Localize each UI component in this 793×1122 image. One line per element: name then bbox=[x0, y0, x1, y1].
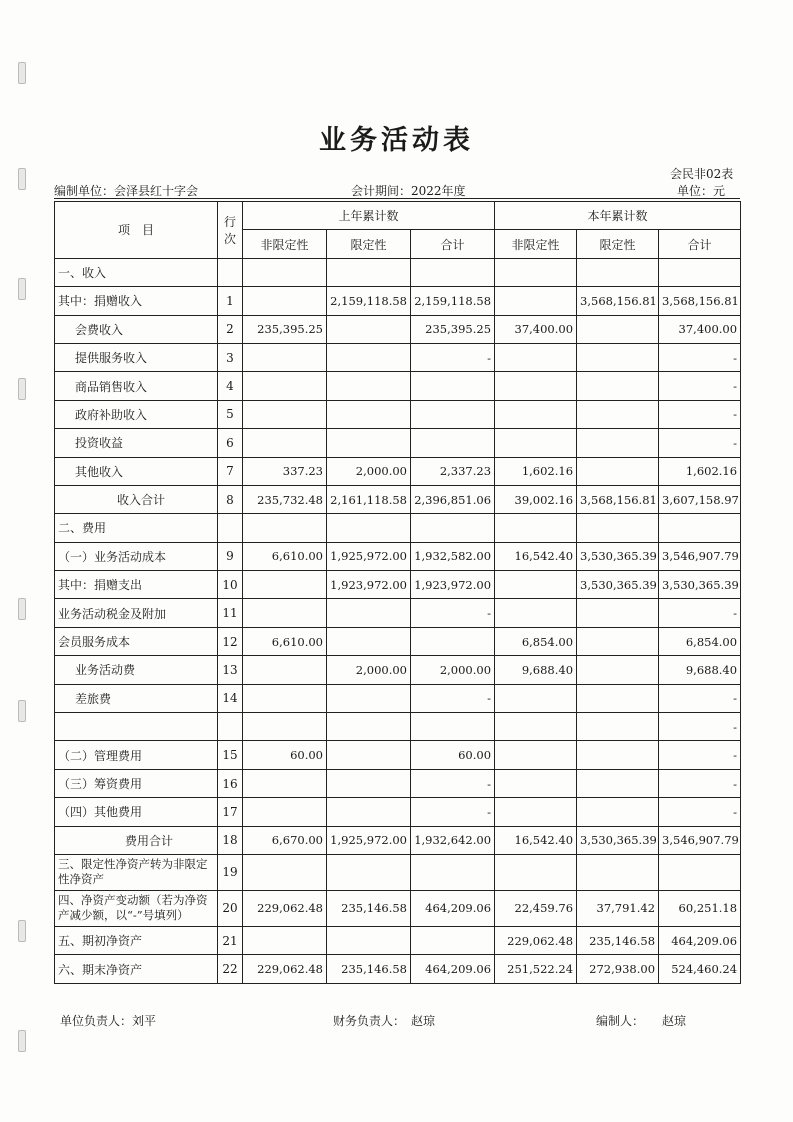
table-row bbox=[55, 713, 741, 741]
row-number: 17 bbox=[218, 798, 243, 826]
row-label: （四）其他费用 bbox=[55, 798, 218, 826]
row-label: 政府补助收入 bbox=[55, 400, 218, 428]
amount-cell-p3: - bbox=[411, 769, 495, 797]
row-label: 会费收入 bbox=[55, 315, 218, 343]
row-number: 16 bbox=[218, 769, 243, 797]
table-row bbox=[55, 429, 741, 457]
amount-cell-p3: 1,932,642.00 bbox=[411, 826, 495, 854]
amount-cell-p1 bbox=[243, 713, 327, 741]
amount-cell-c2 bbox=[577, 343, 659, 371]
table-row bbox=[55, 514, 741, 542]
amount-cell-c3: - bbox=[659, 343, 741, 371]
amount-cell-p3: 2,000.00 bbox=[411, 656, 495, 684]
amount-cell-p3 bbox=[411, 713, 495, 741]
amount-cell-c3: 1,602.16 bbox=[659, 457, 741, 485]
amount-cell-c2: 272,938.00 bbox=[577, 955, 659, 983]
row-label: 业务活动费 bbox=[55, 656, 218, 684]
this-unrestricted-header: 非限定性 bbox=[495, 230, 577, 258]
amount-cell-c1 bbox=[495, 713, 577, 741]
row-label: 费用合计 bbox=[55, 826, 218, 854]
row-no-char-2: 次 bbox=[223, 231, 236, 246]
amount-cell-c1: 37,400.00 bbox=[495, 315, 577, 343]
amount-cell-p3: 1,923,972.00 bbox=[411, 571, 495, 599]
amount-cell-c1 bbox=[495, 571, 577, 599]
row-number: 11 bbox=[218, 599, 243, 627]
row-number: 5 bbox=[218, 400, 243, 428]
row-number bbox=[218, 713, 243, 741]
amount-cell-p3: 2,396,851.06 bbox=[411, 485, 495, 513]
amount-cell-c3: 3,530,365.39 bbox=[659, 571, 741, 599]
amount-cell-p3 bbox=[411, 372, 495, 400]
amount-cell-p2 bbox=[327, 258, 411, 286]
amount-cell-p1 bbox=[243, 926, 327, 954]
amount-cell-p2 bbox=[327, 854, 411, 890]
amount-cell-c3: - bbox=[659, 769, 741, 797]
prev-restricted-header: 限定性 bbox=[327, 230, 411, 258]
amount-cell-p3: - bbox=[411, 343, 495, 371]
amount-cell-p3: - bbox=[411, 599, 495, 627]
amount-cell-p2: 1,925,972.00 bbox=[327, 826, 411, 854]
row-number: 4 bbox=[218, 372, 243, 400]
amount-cell-c1: 9,688.40 bbox=[495, 656, 577, 684]
row-number: 10 bbox=[218, 571, 243, 599]
amount-cell-p3: 60.00 bbox=[411, 741, 495, 769]
amount-cell-c2 bbox=[577, 627, 659, 655]
amount-cell-c3: 3,546,907.79 bbox=[659, 542, 741, 570]
row-number: 2 bbox=[218, 315, 243, 343]
amount-cell-p1 bbox=[243, 400, 327, 428]
amount-cell-c3: 6,854.00 bbox=[659, 627, 741, 655]
amount-cell-c1: 251,522.24 bbox=[495, 955, 577, 983]
row-label: 收入合计 bbox=[55, 485, 218, 513]
binding-hole-mark bbox=[18, 920, 26, 942]
row-label: 其中：捐赠支出 bbox=[55, 571, 218, 599]
amount-cell-p2: 235,146.58 bbox=[327, 890, 411, 926]
amount-cell-c1: 16,542.40 bbox=[495, 826, 577, 854]
amount-cell-c3: 60,251.18 bbox=[659, 890, 741, 926]
table-row bbox=[55, 627, 741, 655]
amount-cell-p3: 2,159,118.58 bbox=[411, 287, 495, 315]
amount-cell-c1 bbox=[495, 769, 577, 797]
amount-cell-p2 bbox=[327, 627, 411, 655]
table-row bbox=[55, 457, 741, 485]
amount-cell-p3 bbox=[411, 514, 495, 542]
table-row bbox=[55, 854, 741, 890]
amount-cell-p2 bbox=[327, 769, 411, 797]
amount-cell-p2: 2,161,118.58 bbox=[327, 485, 411, 513]
amount-cell-p1 bbox=[243, 514, 327, 542]
amount-cell-p2 bbox=[327, 741, 411, 769]
amount-cell-p3: 2,337.23 bbox=[411, 457, 495, 485]
row-label: 四、净资产变动额（若为净资产减少额，以“-”号填列） bbox=[55, 890, 218, 926]
amount-cell-c2 bbox=[577, 798, 659, 826]
amount-cell-p3 bbox=[411, 926, 495, 954]
amount-cell-c3 bbox=[659, 258, 741, 286]
amount-cell-c2 bbox=[577, 769, 659, 797]
amount-cell-c1 bbox=[495, 258, 577, 286]
row-label: 六、期末净资产 bbox=[55, 955, 218, 983]
row-number: 3 bbox=[218, 343, 243, 371]
row-label: （一）业务活动成本 bbox=[55, 542, 218, 570]
row-label: 二、费用 bbox=[55, 514, 218, 542]
row-label: 其他收入 bbox=[55, 457, 218, 485]
column-header-item: 项 目 bbox=[55, 202, 218, 259]
amount-cell-c2 bbox=[577, 258, 659, 286]
amount-cell-p1 bbox=[243, 769, 327, 797]
unit-head-signature: 单位负责人：刘平 bbox=[60, 1014, 157, 1028]
row-number: 7 bbox=[218, 457, 243, 485]
amount-cell-p3: 235,395.25 bbox=[411, 315, 495, 343]
table-row bbox=[55, 258, 741, 286]
amount-cell-c2 bbox=[577, 599, 659, 627]
amount-cell-p2 bbox=[327, 315, 411, 343]
row-number: 14 bbox=[218, 684, 243, 712]
amount-cell-p1: 60.00 bbox=[243, 741, 327, 769]
binding-hole-mark bbox=[18, 168, 26, 190]
amount-cell-c3: - bbox=[659, 372, 741, 400]
column-group-this-year: 本年累计数 bbox=[495, 202, 741, 230]
binding-hole-mark bbox=[18, 278, 26, 300]
row-number: 22 bbox=[218, 955, 243, 983]
finance-head-signature: 财务负责人： 赵琼 bbox=[333, 1014, 436, 1028]
table-row bbox=[55, 343, 741, 371]
row-number: 15 bbox=[218, 741, 243, 769]
row-number: 12 bbox=[218, 627, 243, 655]
amount-cell-p1 bbox=[243, 429, 327, 457]
amount-cell-p1 bbox=[243, 798, 327, 826]
table-row bbox=[55, 571, 741, 599]
table-row bbox=[55, 315, 741, 343]
amount-cell-p2 bbox=[327, 400, 411, 428]
amount-cell-p2 bbox=[327, 514, 411, 542]
amount-cell-p3 bbox=[411, 854, 495, 890]
amount-cell-p3 bbox=[411, 429, 495, 457]
amount-cell-c3: 3,568,156.81 bbox=[659, 287, 741, 315]
amount-cell-c2: 3,530,365.39 bbox=[577, 826, 659, 854]
amount-cell-p2: 2,159,118.58 bbox=[327, 287, 411, 315]
amount-cell-p2 bbox=[327, 343, 411, 371]
amount-cell-p2 bbox=[327, 798, 411, 826]
amount-cell-c1: 1,602.16 bbox=[495, 457, 577, 485]
table-row bbox=[55, 926, 741, 954]
amount-cell-p1: 235,395.25 bbox=[243, 315, 327, 343]
amount-cell-p1 bbox=[243, 571, 327, 599]
amount-cell-c1: 16,542.40 bbox=[495, 542, 577, 570]
amount-cell-p1 bbox=[243, 287, 327, 315]
amount-cell-c3: 3,607,158.97 bbox=[659, 485, 741, 513]
amount-cell-p3: - bbox=[411, 684, 495, 712]
amount-cell-c2 bbox=[577, 400, 659, 428]
row-label: 会员服务成本 bbox=[55, 627, 218, 655]
row-label bbox=[55, 713, 218, 741]
table-row bbox=[55, 656, 741, 684]
amount-cell-p2 bbox=[327, 372, 411, 400]
currency-unit: 单位：元 bbox=[677, 184, 726, 198]
amount-cell-c2 bbox=[577, 741, 659, 769]
activity-statement-table bbox=[54, 201, 741, 984]
amount-cell-c1: 39,002.16 bbox=[495, 485, 577, 513]
amount-cell-c2 bbox=[577, 713, 659, 741]
table-row bbox=[55, 287, 741, 315]
amount-cell-c2 bbox=[577, 854, 659, 890]
row-number: 6 bbox=[218, 429, 243, 457]
table-row bbox=[55, 372, 741, 400]
amount-cell-c2 bbox=[577, 372, 659, 400]
table-row bbox=[55, 684, 741, 712]
table-row bbox=[55, 769, 741, 797]
amount-cell-p1 bbox=[243, 684, 327, 712]
amount-cell-p3 bbox=[411, 627, 495, 655]
row-label: 商品销售收入 bbox=[55, 372, 218, 400]
page-title: 业务活动表 bbox=[319, 125, 474, 156]
amount-cell-c1: 22,459.76 bbox=[495, 890, 577, 926]
amount-cell-p2: 235,146.58 bbox=[327, 955, 411, 983]
binding-hole-mark bbox=[18, 700, 26, 722]
table-row bbox=[55, 542, 741, 570]
amount-cell-c1 bbox=[495, 741, 577, 769]
amount-cell-c2 bbox=[577, 315, 659, 343]
binding-hole-mark bbox=[18, 378, 26, 400]
binding-hole-mark bbox=[18, 1030, 26, 1052]
amount-cell-c1 bbox=[495, 684, 577, 712]
amount-cell-c3: 9,688.40 bbox=[659, 656, 741, 684]
reporting-unit: 编制单位：会泽县红十字会 bbox=[54, 184, 199, 198]
amount-cell-c3: 464,209.06 bbox=[659, 926, 741, 954]
amount-cell-p3: 464,209.06 bbox=[411, 890, 495, 926]
table-row bbox=[55, 599, 741, 627]
row-number: 20 bbox=[218, 890, 243, 926]
amount-cell-p1 bbox=[243, 656, 327, 684]
amount-cell-c1 bbox=[495, 343, 577, 371]
row-number: 18 bbox=[218, 826, 243, 854]
amount-cell-p1: 229,062.48 bbox=[243, 890, 327, 926]
amount-cell-p1: 235,732.48 bbox=[243, 485, 327, 513]
row-label: 其中：捐赠收入 bbox=[55, 287, 218, 315]
amount-cell-p1: 6,670.00 bbox=[243, 826, 327, 854]
amount-cell-p1 bbox=[243, 343, 327, 371]
amount-cell-c2 bbox=[577, 514, 659, 542]
amount-cell-c3: - bbox=[659, 599, 741, 627]
amount-cell-c2 bbox=[577, 457, 659, 485]
amount-cell-c1 bbox=[495, 599, 577, 627]
row-label: 提供服务收入 bbox=[55, 343, 218, 371]
row-number bbox=[218, 258, 243, 286]
amount-cell-c1 bbox=[495, 372, 577, 400]
amount-cell-c1 bbox=[495, 287, 577, 315]
column-group-prev-year: 上年累计数 bbox=[243, 202, 495, 230]
amount-cell-p2 bbox=[327, 926, 411, 954]
amount-cell-c2: 3,568,156.81 bbox=[577, 287, 659, 315]
row-number: 19 bbox=[218, 854, 243, 890]
amount-cell-p1 bbox=[243, 854, 327, 890]
row-label: （二）管理费用 bbox=[55, 741, 218, 769]
row-number: 21 bbox=[218, 926, 243, 954]
amount-cell-c3: - bbox=[659, 713, 741, 741]
amount-cell-c1 bbox=[495, 798, 577, 826]
amount-cell-c1 bbox=[495, 514, 577, 542]
amount-cell-c1 bbox=[495, 400, 577, 428]
amount-cell-p1 bbox=[243, 258, 327, 286]
amount-cell-c1 bbox=[495, 429, 577, 457]
amount-cell-c2: 3,568,156.81 bbox=[577, 485, 659, 513]
amount-cell-p3 bbox=[411, 400, 495, 428]
table-row bbox=[55, 826, 741, 854]
amount-cell-p2 bbox=[327, 429, 411, 457]
amount-cell-c1: 229,062.48 bbox=[495, 926, 577, 954]
amount-cell-p2: 1,923,972.00 bbox=[327, 571, 411, 599]
amount-cell-c2: 235,146.58 bbox=[577, 926, 659, 954]
this-restricted-header: 限定性 bbox=[577, 230, 659, 258]
binding-hole-mark bbox=[18, 598, 26, 620]
amount-cell-p1 bbox=[243, 599, 327, 627]
amount-cell-p3: 464,209.06 bbox=[411, 955, 495, 983]
amount-cell-p3: - bbox=[411, 798, 495, 826]
amount-cell-p1 bbox=[243, 372, 327, 400]
row-label: 一、收入 bbox=[55, 258, 218, 286]
this-total-header: 合计 bbox=[659, 230, 741, 258]
amount-cell-p2 bbox=[327, 599, 411, 627]
table-row bbox=[55, 400, 741, 428]
amount-cell-c2: 3,530,365.39 bbox=[577, 542, 659, 570]
row-number: 9 bbox=[218, 542, 243, 570]
row-number bbox=[218, 514, 243, 542]
amount-cell-c3: - bbox=[659, 798, 741, 826]
amount-cell-p3 bbox=[411, 258, 495, 286]
column-header-row-no bbox=[218, 202, 243, 259]
amount-cell-p1: 229,062.48 bbox=[243, 955, 327, 983]
row-number: 8 bbox=[218, 485, 243, 513]
amount-cell-p2: 2,000.00 bbox=[327, 656, 411, 684]
preparer-signature: 编制人： 赵琼 bbox=[596, 1014, 687, 1028]
amount-cell-p1: 337.23 bbox=[243, 457, 327, 485]
amount-cell-c2 bbox=[577, 429, 659, 457]
row-label: 投资收益 bbox=[55, 429, 218, 457]
amount-cell-c2 bbox=[577, 684, 659, 712]
table-row bbox=[55, 890, 741, 926]
accounting-period: 会计期间：2022年度 bbox=[351, 184, 466, 198]
row-label: 差旅费 bbox=[55, 684, 218, 712]
amount-cell-c3: 3,546,907.79 bbox=[659, 826, 741, 854]
amount-cell-c3: 37,400.00 bbox=[659, 315, 741, 343]
binding-hole-mark bbox=[18, 62, 26, 84]
amount-cell-c1: 6,854.00 bbox=[495, 627, 577, 655]
amount-cell-p2: 1,925,972.00 bbox=[327, 542, 411, 570]
amount-cell-c2: 37,791.42 bbox=[577, 890, 659, 926]
row-label: 五、期初净资产 bbox=[55, 926, 218, 954]
table-row bbox=[55, 798, 741, 826]
meta-row bbox=[54, 182, 740, 199]
amount-cell-c3: 524,460.24 bbox=[659, 955, 741, 983]
row-no-char-1: 行 bbox=[223, 214, 236, 229]
amount-cell-c3 bbox=[659, 854, 741, 890]
amount-cell-c3: - bbox=[659, 400, 741, 428]
table-row bbox=[55, 955, 741, 983]
amount-cell-p2: 2,000.00 bbox=[327, 457, 411, 485]
amount-cell-c3: - bbox=[659, 684, 741, 712]
table-row bbox=[55, 741, 741, 769]
amount-cell-p2 bbox=[327, 713, 411, 741]
amount-cell-c3: - bbox=[659, 429, 741, 457]
table-row bbox=[55, 485, 741, 513]
form-code: 会民非02表 bbox=[670, 167, 734, 181]
amount-cell-p3: 1,932,582.00 bbox=[411, 542, 495, 570]
prev-unrestricted-header: 非限定性 bbox=[243, 230, 327, 258]
amount-cell-c3: - bbox=[659, 741, 741, 769]
row-number: 1 bbox=[218, 287, 243, 315]
amount-cell-c3 bbox=[659, 514, 741, 542]
row-number: 13 bbox=[218, 656, 243, 684]
row-label: 业务活动税金及附加 bbox=[55, 599, 218, 627]
prev-total-header: 合计 bbox=[411, 230, 495, 258]
amount-cell-c2: 3,530,365.39 bbox=[577, 571, 659, 599]
amount-cell-p1: 6,610.00 bbox=[243, 627, 327, 655]
amount-cell-c1 bbox=[495, 854, 577, 890]
row-label: （三）筹资费用 bbox=[55, 769, 218, 797]
amount-cell-p1: 6,610.00 bbox=[243, 542, 327, 570]
row-label: 三、限定性净资产转为非限定性净资产 bbox=[55, 854, 218, 890]
amount-cell-c2 bbox=[577, 656, 659, 684]
amount-cell-p2 bbox=[327, 684, 411, 712]
